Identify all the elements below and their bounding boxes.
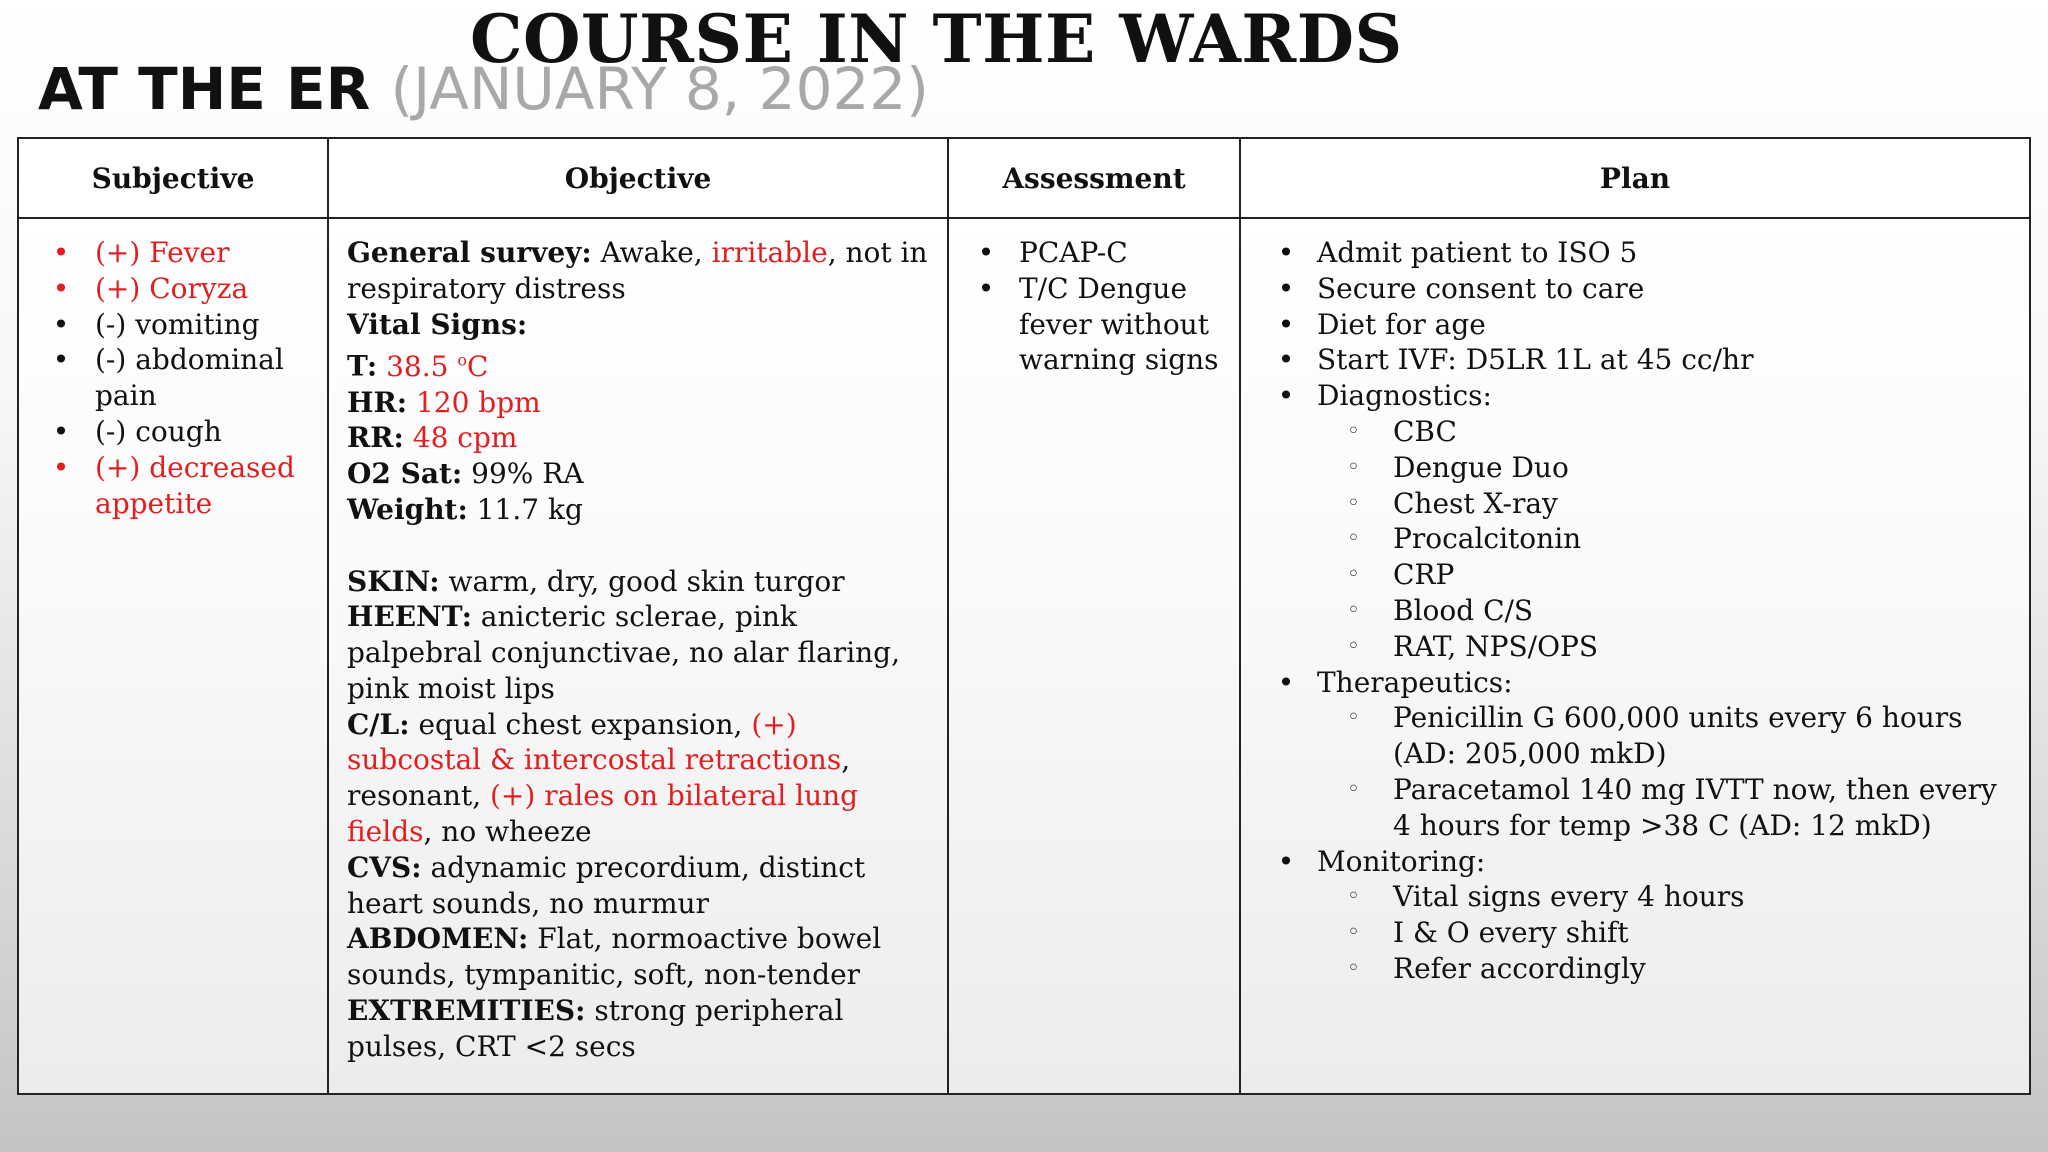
o2-line xyxy=(347,456,929,492)
er-date: (JANUARY 8, 2022) xyxy=(390,55,929,123)
plan-diagnostics xyxy=(1241,378,2009,664)
objective-cell xyxy=(328,218,948,1094)
monitoring-item: ◦ I & O every shift xyxy=(1317,915,2009,951)
cl-rales: (+) rales on bilateral lung fields xyxy=(347,779,859,849)
extremities-value: strong peripheral pulses, CRT <2 secs xyxy=(347,994,844,1063)
assessment-cell xyxy=(948,218,1240,1094)
abdomen-line xyxy=(347,921,929,993)
plan-list xyxy=(1241,235,2009,987)
o2-label: O2 Sat: xyxy=(347,457,463,491)
temp-label: T: xyxy=(347,349,378,383)
cl-retractions: (+) subcostal & intercostal retractions xyxy=(347,707,842,777)
extremities-label: EXTREMITIES: xyxy=(347,994,586,1028)
temp-value xyxy=(377,350,488,383)
subjective-item: • (+) Coryza xyxy=(19,271,317,307)
therapeutic-item: ◦ Paracetamol 140 mg IVTT now, then every 4 hours for temp >38 C (AD: 12 mkD) xyxy=(1317,772,2009,844)
cl-label: C/L: xyxy=(347,707,410,741)
diagnostic-item: ◦ Blood C/S xyxy=(1317,593,2009,629)
temp-line xyxy=(347,342,929,384)
hr-label: HR: xyxy=(347,385,408,419)
subjective-item: • (-) vomiting xyxy=(19,307,317,343)
plan-item: • Admit patient to ISO 5 xyxy=(1241,235,2009,271)
spacer xyxy=(347,528,929,564)
subjective-item: • (-) abdominal pain xyxy=(19,342,317,414)
heent-line xyxy=(347,599,929,706)
subjective-list xyxy=(19,235,317,521)
general-survey-pre: Awake, xyxy=(591,236,712,269)
vital-signs-label xyxy=(347,307,929,343)
abdomen-value: Flat, normoactive bowel sounds, tympanitic, soft, non-tender xyxy=(347,922,882,992)
header-row xyxy=(18,138,2030,218)
general-survey-highlight: irritable xyxy=(711,236,828,269)
diagnostic-item: ◦ RAT, NPS/OPS xyxy=(1317,629,2009,665)
therapeutics-label: Therapeutics: xyxy=(1317,665,1513,699)
diagnostic-item: ◦ CBC xyxy=(1317,414,2009,450)
content-row xyxy=(18,218,2030,1094)
diagnostic-item: ◦ Procalcitonin xyxy=(1317,521,2009,557)
plan-item: • Start IVF: D5LR 1L at 45 cc/hr xyxy=(1241,342,2009,378)
general-survey-post: , not in respiratory distress xyxy=(347,236,928,305)
therapeutics-list xyxy=(1317,700,2009,843)
assessment-item: • T/C Dengue fever without warning signs xyxy=(949,271,1229,378)
degree-mark: o xyxy=(457,350,467,370)
monitoring-item: ◦ Vital signs every 4 hours xyxy=(1317,879,2009,915)
weight-label: Weight: xyxy=(347,492,468,526)
diagnostic-item: ◦ Chest X-ray xyxy=(1317,486,2009,522)
therapeutic-item: ◦ Penicillin G 600,000 units every 6 hours (AD: 205,000 mkD) xyxy=(1317,700,2009,772)
temp-number: 38.5 xyxy=(377,349,458,383)
cvs-line xyxy=(347,850,929,922)
cl-pre: equal chest expansion, xyxy=(409,707,752,741)
assessment-item: • PCAP-C xyxy=(949,235,1229,271)
rr-value: 48 cpm xyxy=(403,421,518,455)
abdomen-label: ABDOMEN: xyxy=(347,922,529,956)
cvs-value: adynamic precordium, distinct heart sounds, no murmur xyxy=(347,850,866,920)
diagnostics-label: Diagnostics: xyxy=(1317,379,1492,413)
skin-label: SKIN: xyxy=(347,564,440,598)
skin-line xyxy=(347,564,929,600)
hr-line xyxy=(347,385,929,421)
header-plan: Plan xyxy=(1240,138,2030,218)
monitoring-item: ◦ Refer accordingly xyxy=(1317,951,2009,987)
weight-line xyxy=(347,492,929,528)
rr-label: RR: xyxy=(347,421,404,455)
diagnostic-item: ◦ CRP xyxy=(1317,557,2009,593)
heent-label: HEENT: xyxy=(347,600,472,634)
monitoring-label: Monitoring: xyxy=(1317,844,1486,878)
er-heading xyxy=(38,55,929,123)
monitoring-list xyxy=(1317,879,2009,986)
header-subjective: Subjective xyxy=(18,138,328,218)
o2-value: 99% RA xyxy=(462,457,584,491)
cl-mid: , resonant, xyxy=(347,743,851,813)
plan-item: • Secure consent to care xyxy=(1241,271,2009,307)
heent-value: anicteric sclerae, pink palpebral conjunctivae, no alar flaring, pink moist lips xyxy=(347,600,900,705)
subjective-item: • (+) Fever xyxy=(19,235,317,271)
plan-item: • Diet for age xyxy=(1241,307,2009,343)
er-heading-label: AT THE ER xyxy=(38,55,371,123)
cvs-label: CVS: xyxy=(347,850,422,884)
skin-value: warm, dry, good skin turgor xyxy=(439,564,845,598)
rr-line xyxy=(347,420,929,456)
header-objective: Objective xyxy=(328,138,948,218)
general-survey-label: General survey: xyxy=(347,236,592,269)
weight-value: 11.7 kg xyxy=(467,492,583,526)
cl-post: , no wheeze xyxy=(423,815,592,849)
diagnostic-item: ◦ Dengue Duo xyxy=(1317,450,2009,486)
general-survey xyxy=(347,235,929,307)
header-assessment: Assessment xyxy=(948,138,1240,218)
subjective-item: • (-) cough xyxy=(19,414,317,450)
soap-table xyxy=(17,137,2031,1095)
slide-title: COURSE IN THE WARDS xyxy=(470,0,1403,78)
plan-cell xyxy=(1240,218,2030,1094)
vital-signs-heading: Vital Signs: xyxy=(347,307,528,341)
plan-therapeutics xyxy=(1241,665,2009,844)
subjective-item: • (+) decreased appetite xyxy=(19,450,317,522)
cl-line xyxy=(347,707,929,850)
assessment-list xyxy=(949,235,1229,378)
hr-value: 120 bpm xyxy=(407,385,541,419)
extremities-line xyxy=(347,993,929,1065)
plan-monitoring xyxy=(1241,844,2009,987)
diagnostics-list xyxy=(1317,414,2009,665)
temp-unit: C xyxy=(466,349,489,383)
subjective-cell xyxy=(18,218,328,1094)
